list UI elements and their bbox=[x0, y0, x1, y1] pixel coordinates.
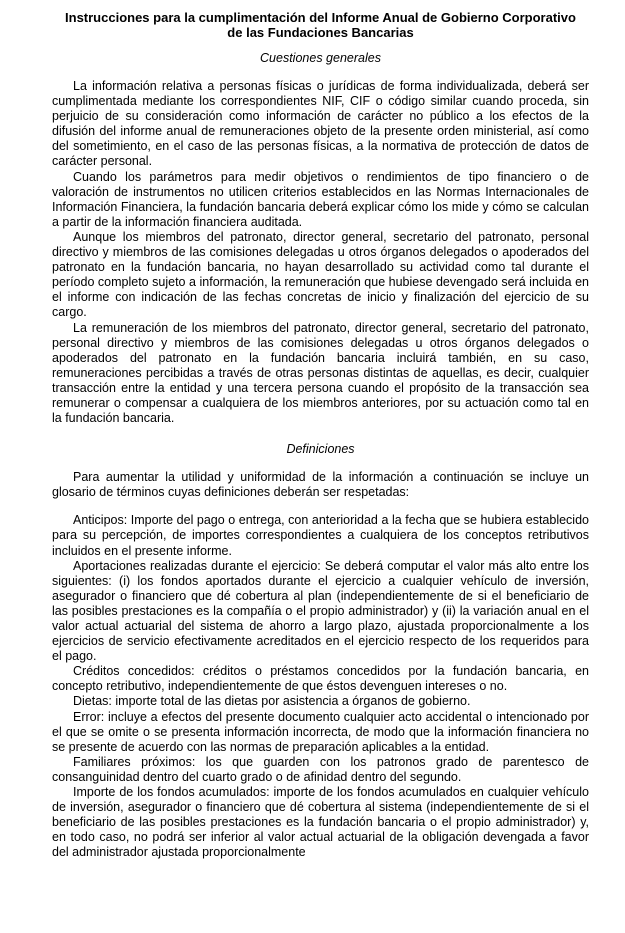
section-definitions bbox=[52, 470, 589, 860]
document-title bbox=[52, 10, 589, 40]
definition-aportaciones: Aportaciones realizadas durante el ejercicio: Se deberá computar el valor más alto entre los siguientes: (i) los fondos aportados durante el ejercicio a cualquier vehículo de inversión, asegurador o financiero que dé cobertura al plan (independientemente de si el beneficiario de las posibles prestaciones es la compañía o el propio administrador) y (ii) la variación anual en el valor actual actuarial del sistema de ahorro a largo plazo, ajustada proporcionalmente a los ejercicios de servicio efectivamente acreditados en el ejercicio respecto de los requeridos para el pago. bbox=[52, 558, 589, 664]
paragraph: Cuando los parámetros para medir objetivos o rendimientos de tipo financiero o de valoración de instrumentos no utilicen criterios establecidos en las Normas Internacionales de Información Financiera, la fundación bancaria deberá explicar cómo los mide y cómo se calculan a partir de la información financiera auditada. bbox=[52, 169, 589, 229]
paragraph: La remuneración de los miembros del patronato, director general, secretario del patronato, personal directivo y miembros de las comisiones delegadas u otros órganos delegados o apoderados del patronato en la fundación bancaria incluirá también, en su caso, remuneraciones percibidas a través de otras personas distintas de aquellas, es decir, cualquier transacción entre la entidad y una tercera persona cuando el propósito de la transacción sea remunerar o compensar a cualquiera de los miembros anteriores, por su actuación como tal en la fundación bancaria. bbox=[52, 320, 589, 426]
section-general bbox=[52, 79, 589, 426]
definition-error: Error: incluye a efectos del presente documento cualquier acto accidental o intencionado por el que se omite o se presenta información incorrecta, de modo que la información financiera no se presente de acuerdo con las normas de preparación aplicables a la entidad. bbox=[52, 709, 589, 754]
definition-familiares: Familiares próximos: los que guarden con los patronos grado de parentesco de consanguinidad dentro del cuarto grado o de afinidad dentro del segundo. bbox=[52, 754, 589, 784]
section-heading-general: Cuestiones generales bbox=[260, 51, 381, 65]
document-title-line-2: de las Fundaciones Bancarias bbox=[227, 25, 414, 40]
section-heading-definitions: Definiciones bbox=[286, 442, 355, 457]
paragraph: Aunque los miembros del patronato, director general, secretario del patronato, personal directivo y miembros de las comisiones delegadas u otros órganos delegados o apoderados del patronato en la fundación bancaria, no hayan desarrollado su actividad como tal durante el período completo sujeto a información, la remuneración que hubiese devengado será incluida en el informe con indicación de las fechas concretas de inicio y finalización del ejercicio de su cargo. bbox=[52, 229, 589, 320]
definition-importe-fondos: Importe de los fondos acumulados: importe de los fondos acumulados en cualquier vehículo de inversión, asegurador o financiero que dé cobertura al sistema (independientemente de si el beneficiario de las posibles prestaciones es la fundación bancaria o el propio administrador) y, en todo caso, no podrá ser inferior al valor actual actuarial de la obligación devengada a favor del administrador ajustada proporcionalmente bbox=[52, 785, 589, 860]
paragraph: La información relativa a personas físicas o jurídicas de forma individualizada, deberá ser cumplimentada mediante los correspondientes NIF, CIF o código similar cuando proceda, sin perjuicio de su consideración como información de carácter no público a los efectos de la difusión del informe anual de remuneraciones objeto de la presente orden ministerial, así como del sometimiento, en el caso de las personas físicas, a la normativa de protección de datos de carácter personal. bbox=[52, 79, 589, 169]
definition-creditos: Créditos concedidos: créditos o préstamos concedidos por la fundación bancaria, en concepto retributivo, independientemente de que éstos devenguen intereses o no. bbox=[52, 664, 589, 694]
definitions-intro: Para aumentar la utilidad y uniformidad de la información a continuación se incluye un glosario de términos cuyas definiciones deberán ser respetadas: bbox=[52, 470, 589, 500]
definition-dietas: Dietas: importe total de las dietas por asistencia a órganos de gobierno. bbox=[73, 694, 471, 709]
definition-anticipos: Anticipos: Importe del pago o entrega, con anterioridad a la fecha que se hubiera establecido para su percepción, de importes correspondientes a cualquiera de los conceptos retributivos incluidos en el presente informe. bbox=[52, 513, 589, 558]
document-title-line-1: Instrucciones para la cumplimentación del Informe Anual de Gobierno Corporativo bbox=[65, 10, 576, 25]
document-page bbox=[52, 10, 589, 861]
